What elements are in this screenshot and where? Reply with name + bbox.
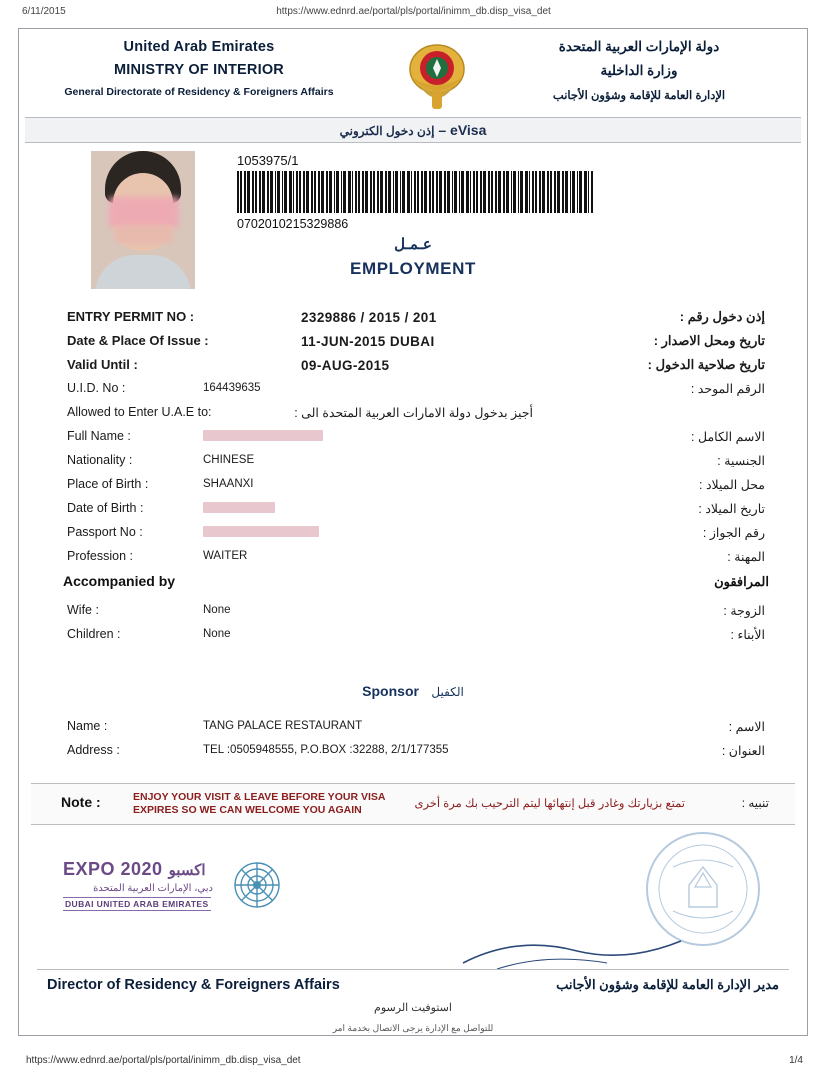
barcode-bar xyxy=(275,171,276,213)
field-label-en: Allowed to Enter U.A.E to: xyxy=(67,405,212,419)
expo-line-ar: دبي، الإمارات العربية المتحدة xyxy=(93,883,213,894)
barcode-bar xyxy=(284,171,287,213)
barcode-bar xyxy=(562,171,564,213)
barcode-bar xyxy=(262,171,265,213)
field-label-ar: الأبناء : xyxy=(730,628,765,642)
field-label-ar: رقم الجواز : xyxy=(702,526,765,540)
director-title-en: Director of Residency & Foreigners Affairs xyxy=(47,977,340,993)
field-label-ar: الجنسية : xyxy=(717,454,765,468)
barcode-bar xyxy=(417,171,419,213)
field-value: None xyxy=(203,628,231,640)
barcode-bar xyxy=(520,171,523,213)
header-ministry-en: MINISTRY OF INTERIOR xyxy=(114,62,284,78)
redacted-value xyxy=(203,526,319,537)
field-value: 11-JUN-2015 DUBAI xyxy=(301,334,435,349)
barcode-bar xyxy=(259,171,261,213)
field-label-ar: الزوجة : xyxy=(723,604,765,618)
barcode-bar xyxy=(244,171,246,213)
barcode-bar xyxy=(395,171,398,213)
footer-divider xyxy=(37,969,789,970)
barcode-bar xyxy=(252,171,254,213)
barcode-bar xyxy=(270,171,273,213)
barcode-bar xyxy=(473,171,475,213)
barcode-bar xyxy=(503,171,505,213)
expo-title-ar: اكسبو xyxy=(168,862,206,879)
field-label-en: Date & Place Of Issue : xyxy=(67,333,209,348)
field-value: None xyxy=(203,604,231,616)
field-label-en: Children : xyxy=(67,627,121,641)
barcode-bar xyxy=(491,171,493,213)
field-label-ar: الرقم الموحد : xyxy=(690,382,765,396)
field-label-en: Nationality : xyxy=(67,453,133,467)
expo-text-block xyxy=(63,859,213,912)
field-value xyxy=(203,502,275,514)
field-row xyxy=(23,331,803,355)
field-value xyxy=(203,430,323,442)
field-label-en: Passport No : xyxy=(67,525,143,539)
barcode-bar xyxy=(480,171,482,213)
field-label-ar: تاريخ صلاحية الدخول : xyxy=(647,357,765,372)
uae-emblem-icon xyxy=(399,35,475,117)
barcode-bar xyxy=(572,171,575,213)
barcode-number: 0702010215329886 xyxy=(237,217,349,231)
header-directorate-ar: الإدارة العامة للإقامة وشؤون الأجانب xyxy=(552,90,726,102)
field-label-ar: إذن دخول رقم : xyxy=(679,309,765,324)
barcode-bar xyxy=(314,171,316,213)
note-text-en: ENJOY YOUR VISIT & LEAVE BEFORE YOUR VISA EXPIRES SO WE CAN WELCOME YOU AGAIN xyxy=(133,791,386,816)
evisa-title-ar: إذن دخول الكتروني xyxy=(339,124,435,138)
barcode-bar xyxy=(421,171,423,213)
field-value: SHAANXI xyxy=(203,478,254,490)
note-label-ar: تنبيه : xyxy=(741,796,769,810)
header-ministry-ar: وزارة الداخلية xyxy=(600,63,678,78)
evisa-strip-content xyxy=(25,118,801,142)
barcode-bar xyxy=(299,171,301,213)
field-label-ar: تاريخ الميلاد : xyxy=(698,502,765,516)
header-directorate-en: General Directorate of Residency & Foreigners Affairs xyxy=(64,86,334,98)
barcode-bar xyxy=(483,171,486,213)
barcode-bar xyxy=(365,171,368,213)
barcode-bar xyxy=(373,171,375,213)
header-english xyxy=(19,39,379,98)
barcode-bar xyxy=(334,171,335,213)
field-row xyxy=(23,427,803,451)
accompanied-title xyxy=(19,571,807,597)
barcode-bar xyxy=(579,171,582,213)
field-label-en: Address : xyxy=(67,743,120,757)
barcode-bar xyxy=(402,171,405,213)
barcode-bar xyxy=(400,171,401,213)
browser-print-header xyxy=(0,6,827,22)
field-value: TANG PALACE RESTAURANT xyxy=(203,720,363,732)
field-label-en: Valid Until : xyxy=(67,357,138,372)
barcode-bar xyxy=(377,171,379,213)
barcode-bar xyxy=(550,171,552,213)
header-arabic xyxy=(479,39,799,102)
barcode-bar xyxy=(370,171,372,213)
field-value: TEL :0505948555, P.O.BOX :32288, 2/1/177355 xyxy=(203,744,449,756)
field-label-en: Date of Birth : xyxy=(67,501,144,515)
sponsor-title-ar: الكفيل xyxy=(431,685,464,699)
barcode-bar xyxy=(326,171,328,213)
note-box xyxy=(31,783,795,825)
barcode-bar xyxy=(461,171,464,213)
field-row xyxy=(23,499,803,523)
evisa-document xyxy=(18,28,808,1036)
field-row xyxy=(23,523,803,547)
barcode-bar xyxy=(282,171,283,213)
barcode-bar xyxy=(498,171,501,213)
redacted-value xyxy=(203,502,275,513)
field-label-en: U.I.D. No : xyxy=(67,381,126,395)
field-value: CHINESE xyxy=(203,454,255,466)
field-label-en: Full Name : xyxy=(67,429,131,443)
document-header xyxy=(19,29,807,117)
barcode-bar xyxy=(348,171,351,213)
sponsor-rows xyxy=(19,717,807,765)
barcode-bar xyxy=(306,171,309,213)
field-label-ar: أجيز بدخول دولة الامارات العربية المتحدة الى : xyxy=(294,406,533,420)
print-date: 6/11/2015 xyxy=(22,6,66,17)
field-label-en: Place of Birth : xyxy=(67,477,149,491)
barcode-bar xyxy=(303,171,305,213)
barcode-bar xyxy=(525,171,528,213)
barcode-bar xyxy=(476,171,478,213)
serial-number: 1053975/1 xyxy=(237,153,299,168)
barcode-bar xyxy=(459,171,460,213)
barcode-bar xyxy=(511,171,512,213)
barcode-bar xyxy=(554,171,556,213)
barcode-bar xyxy=(444,171,446,213)
fees-paid-ar: استوفيت الرسوم xyxy=(374,1002,452,1014)
barcode-bar xyxy=(355,171,357,213)
barcode-bar xyxy=(570,171,571,213)
print-footer-url: https://www.ednrd.ae/portal/pls/portal/inimm_db.disp_visa_det xyxy=(26,1055,301,1066)
photo-barcode-zone xyxy=(19,143,807,303)
barcode-bar xyxy=(447,171,450,213)
barcode-bar xyxy=(343,171,346,213)
accompanied-title-en: Accompanied by xyxy=(63,573,176,589)
field-row xyxy=(23,379,803,403)
header-country-en: United Arab Emirates xyxy=(123,39,275,55)
barcode-bar xyxy=(513,171,516,213)
barcode-bar xyxy=(358,171,360,213)
barcode-bar xyxy=(584,171,587,213)
redacted-value xyxy=(203,430,323,441)
field-row xyxy=(23,355,803,379)
field-label-en: Wife : xyxy=(67,603,99,617)
print-header-url: https://www.ednrd.ae/portal/pls/portal/inimm_db.disp_visa_det xyxy=(276,6,551,17)
accompanied-title-ar: المرافقون xyxy=(714,574,769,589)
barcode-bar xyxy=(393,171,394,213)
barcode-bar xyxy=(289,171,292,213)
field-label-en: Name : xyxy=(67,719,108,733)
director-title-ar: مدير الإدارة العامة للإقامة وشؤون الأجانب xyxy=(556,977,779,992)
barcode-bar xyxy=(454,171,457,213)
sponsor-title xyxy=(19,683,807,713)
field-row xyxy=(23,717,803,741)
permit-type-en: EMPLOYMENT xyxy=(350,259,476,278)
field-label-ar: محل الميلاد : xyxy=(699,478,765,492)
barcode-bar xyxy=(547,171,549,213)
barcode-bar xyxy=(411,171,412,213)
barcode-bar xyxy=(296,171,298,213)
barcode-bar xyxy=(539,171,541,213)
field-row xyxy=(23,601,803,625)
barcode-bar xyxy=(588,171,589,213)
barcode-bar xyxy=(388,171,391,213)
barcode-bar xyxy=(424,171,427,213)
barcode-bar xyxy=(385,171,387,213)
sponsor-title-en: Sponsor xyxy=(362,683,419,699)
barcode-bar xyxy=(432,171,434,213)
barcode-bar xyxy=(529,171,530,213)
barcode-bar xyxy=(329,171,332,213)
barcode-bar xyxy=(591,171,593,213)
evisa-dash: – xyxy=(438,122,447,138)
barcode-bar xyxy=(532,171,534,213)
field-value: 09-AUG-2015 xyxy=(301,358,390,373)
barcode-bar xyxy=(414,171,416,213)
barcode-bar xyxy=(407,171,410,213)
barcode-bar xyxy=(495,171,497,213)
barcode-bar xyxy=(336,171,339,213)
expo-2020-logo xyxy=(63,857,313,919)
evisa-strip xyxy=(25,117,801,143)
field-value: WAITER xyxy=(203,550,248,562)
fields-section xyxy=(19,307,807,571)
barcode-bar xyxy=(436,171,438,213)
barcode-bar xyxy=(439,171,442,213)
evisa-title-en: eVisa xyxy=(450,122,487,138)
barcode-bar xyxy=(247,171,250,213)
field-label-en: Profession : xyxy=(67,549,134,563)
barcode-bar xyxy=(535,171,537,213)
barcode-bar xyxy=(429,171,431,213)
barcode-bar xyxy=(577,171,578,213)
field-value: 2329886 / 2015 / 201 xyxy=(301,310,437,325)
barcode-bar xyxy=(565,171,568,213)
field-label-en: ENTRY PERMIT NO : xyxy=(67,309,195,324)
contact-note-ar: للتواصل مع الإدارة يرجى الاتصال بخدمة امر xyxy=(332,1023,494,1033)
barcode-bar xyxy=(557,171,560,213)
field-row xyxy=(23,451,803,475)
barcode-bar xyxy=(341,171,342,213)
expo-title-en: EXPO 2020 xyxy=(63,859,163,879)
barcode-bar xyxy=(466,171,469,213)
barcode-bar xyxy=(240,171,242,213)
barcode-bar xyxy=(255,171,257,213)
permit-type-ar: عـمـل xyxy=(394,236,432,253)
expo-mark-icon xyxy=(231,859,283,911)
barcode-bar xyxy=(293,171,294,213)
field-row xyxy=(23,307,803,331)
barcode-icon xyxy=(237,171,597,213)
field-row xyxy=(23,547,803,571)
field-label-ar: الاسم الكامل : xyxy=(691,430,765,444)
barcode-bar xyxy=(362,171,364,213)
barcode-bar xyxy=(380,171,383,213)
barcode-bar xyxy=(488,171,490,213)
barcode-bar xyxy=(518,171,519,213)
field-label-ar: العنوان : xyxy=(721,744,765,758)
print-page-number: 1/4 xyxy=(789,1055,803,1066)
barcode-bar xyxy=(311,171,313,213)
barcode-bar xyxy=(237,171,239,213)
barcode-bar xyxy=(542,171,545,213)
field-label-ar: الاسم : xyxy=(728,720,765,734)
note-text-ar: تمتع بزيارتك وغادر قبل إنتهائها ليتم الترحيب بك مرة أخرى xyxy=(414,798,685,810)
field-row xyxy=(23,475,803,499)
barcode-bar xyxy=(277,171,280,213)
barcode-bar xyxy=(506,171,509,213)
barcode-bar xyxy=(470,171,471,213)
header-country-ar: دولة الإمارات العربية المتحدة xyxy=(558,39,720,54)
field-value xyxy=(203,526,319,538)
note-label-en: Note : xyxy=(61,794,101,810)
barcode-bar xyxy=(352,171,353,213)
expo-line-en: DUBAI UNITED ARAB EMIRATES xyxy=(65,899,209,909)
barcode-bar xyxy=(267,171,269,213)
field-row xyxy=(23,625,803,649)
expo-title xyxy=(63,859,213,880)
barcode-bar xyxy=(452,171,453,213)
field-row xyxy=(23,403,803,427)
field-row xyxy=(23,741,803,765)
barcode-bar xyxy=(318,171,320,213)
accompanied-rows xyxy=(19,601,807,649)
browser-print-footer xyxy=(0,1055,827,1071)
photo-redaction-1 xyxy=(109,197,179,227)
field-label-ar: المهنة : xyxy=(727,550,765,564)
field-value: 164439635 xyxy=(203,382,261,394)
field-label-ar: تاريخ ومحل الاصدار : xyxy=(653,333,765,348)
barcode-bar xyxy=(321,171,324,213)
